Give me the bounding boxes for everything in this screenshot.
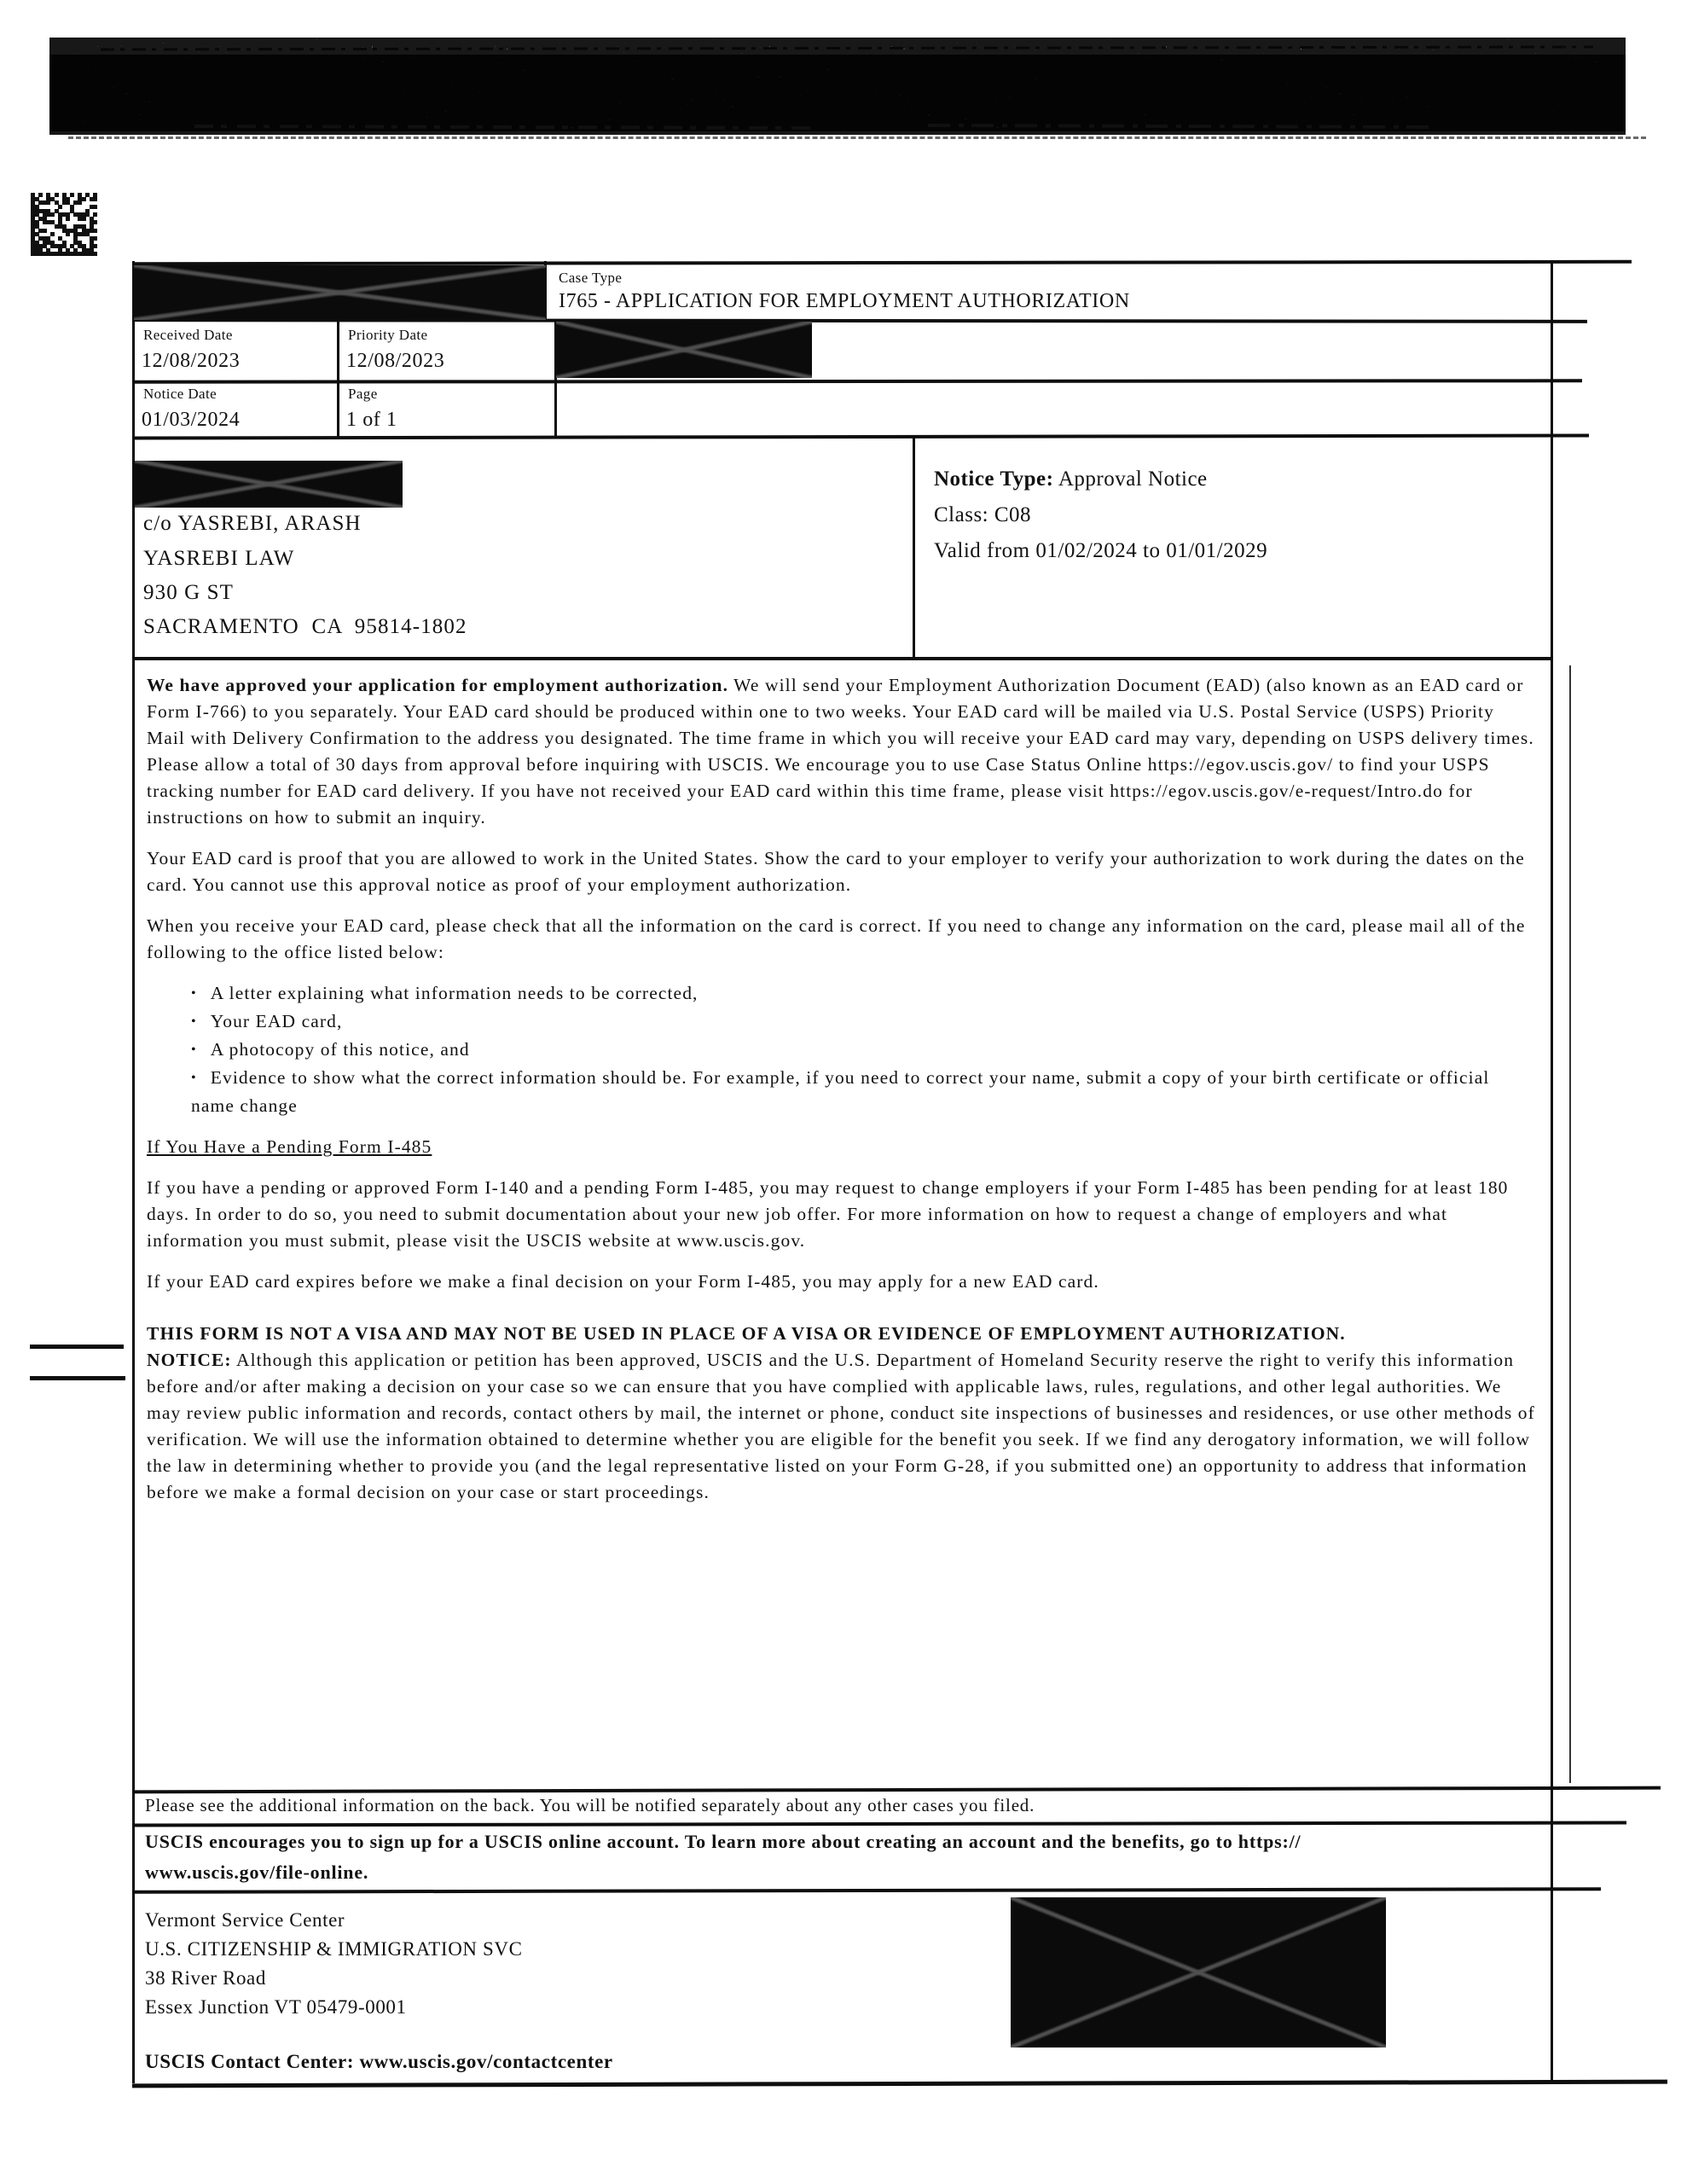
paragraph-i140-i485: If you have a pending or approved Form I-140 and a pending Form I-485, you may request to change employers if your Form I-485 has been pending for at least 180 days. In order to do so, you need to submit documentation about your new job offer. For more information on how to request a change of employers and what information you must submit, please visit the USCIS website at www.uscis.gov. [147, 1177, 1509, 1251]
not-a-visa-bold-line: THIS FORM IS NOT A VISA AND MAY NOT BE USED IN PLACE OF A VISA OR EVIDENCE OF EMPLOYMENT AUTHORIZATION. [147, 1323, 1346, 1344]
notice-date-value: 01/03/2024 [142, 409, 241, 431]
agency-line-1: DEPARTMENT OF HOMELAND SECURITY [802, 142, 1128, 155]
office-line-2: U.S. CITIZENSHIP & IMMIGRATION SVC [145, 1938, 523, 1960]
notice-type-value: Approval Notice [1058, 468, 1208, 491]
recipient-line-1: c/o YASREBI, ARASH [143, 512, 362, 535]
paragraph-approval [147, 672, 1535, 831]
online-account-line-1: USCIS encourages you to sign up for a USCIS online account. To learn more about creating an account and the benefits, go to https:// [145, 1831, 1301, 1852]
body-box-bottom-border [132, 1786, 1661, 1794]
page-value: 1 of 1 [346, 409, 397, 431]
online-account-border [132, 1887, 1601, 1894]
paragraph-notice-verification [147, 1347, 1535, 1506]
office-line-3: 38 River Road [145, 1967, 266, 1989]
notice-body [147, 672, 1535, 1520]
banner-noise-layer-2 [49, 55, 1626, 131]
recipient-line-2: YASREBI LAW [143, 547, 295, 570]
notice-verification-rest: Although this application or petition has been approved, USCIS and the U.S. Department of Homeland Security reserve the right to verify this information before and/or after making a decision on your case so we can ensure that you have complied with applicable laws, rules, regulations, and other legal authorities. We may review public information and records, contact others by mail, the internet or phone, conduct site inspections of businesses and residences, or use other methods of verification. We will use the information obtained to determine whether you are eligible for the benefit you seek. If we find any derogatory information, we will follow the law in determining whether to provide you (and the legal representative listed on your Form G-28, if you submitted one) an opportunity to address that information before we make a formal decision on your case or start proceedings. [147, 1350, 1535, 1502]
priority-date-label: Priority Date [348, 327, 428, 343]
left-border [132, 261, 135, 2083]
notice-class-line: Class: C08 [934, 503, 1032, 526]
ornate-banner [49, 38, 1626, 135]
redacted-receipt-number [134, 265, 546, 320]
margin-mark-2 [30, 1376, 125, 1380]
agency-line-2: U.S. CITIZENSHIP AND IMMIGRATION SERVICES [802, 163, 1186, 177]
back-info-row: Please see the additional information on the back. You will be notified separately about any other cases you filed. [145, 1795, 1035, 1815]
bullet-ead-card: • Your EAD card, [191, 1008, 1535, 1037]
footer-form-number [1177, 2114, 1672, 2165]
notice-date-label: Notice Date [143, 386, 217, 402]
heading-pending-i485: If You Have a Pending Form I-485 [147, 1136, 432, 1157]
table-bottom-border [132, 434, 1589, 440]
right-border [1551, 261, 1553, 2083]
notice-label-bold: NOTICE: [147, 1350, 232, 1370]
recipient-line-4: SACRAMENTO CA 95814-1802 [143, 615, 467, 638]
approval-bold-intro: We have approved your application for employment authorization. [147, 675, 729, 695]
notice-type-label: Notice Type: [934, 468, 1054, 491]
case-type-label: Case Type [559, 270, 623, 286]
received-date-value: 12/08/2023 [142, 350, 241, 372]
back-info-row-border [132, 1821, 1626, 1827]
approval-rest: We will send your Employment Authorization Document (EAD) (also known as an EAD card or Form I-766) to you separately. Your EAD card should be produced within one to two weeks. Your EAD card will be mailed via U.S. Postal Service (USPS) Priority Mail with Delivery Confirmation to the address you designated. The time frame in which you will receive your EAD card may vary, depending on USPS delivery times. Please allow a total of 30 days from approval before inquiring with USCIS. We encourage you to use Case Status Online https://egov.uscis.gov/ to find your USPS tracking number for EAD card delivery. If you have not received your EAD card within this time frame, please visit https://egov.uscis.gov/e-request/Intro.do for instructions on how to submit an inquiry. [147, 675, 1534, 828]
page-label: Page [348, 386, 378, 402]
received-date-label: Received Date [143, 327, 233, 343]
redacted-row2-field [556, 322, 812, 378]
notice-type-line [934, 468, 1208, 491]
redacted-bottom-block [1011, 1897, 1386, 2048]
margin-mark-1 [30, 1345, 124, 1349]
bullet-letter: • A letter explaining what information needs to be corrected, [191, 980, 1535, 1008]
correction-bullet-list [147, 980, 1535, 1119]
bullet-photocopy: • A photocopy of this notice, and [191, 1037, 1535, 1065]
table-row2-border [132, 379, 1582, 383]
paragraph-check-card: When you receive your EAD card, please check that all the information on the card is correct. If you need to change any information on the card, please mail all of the following to the office listed below: [147, 915, 1526, 962]
notice-valid-line: Valid from 01/02/2024 to 01/01/2029 [934, 539, 1268, 562]
form-title-row [128, 126, 1663, 205]
contact-center-line: USCIS Contact Center: www.uscis.gov/contactcenter [145, 2051, 613, 2072]
datamatrix-barcode [31, 193, 97, 256]
notice-box-divider [913, 435, 915, 659]
redacted-recipient-name [135, 461, 403, 508]
right-border-echo [1569, 665, 1571, 1783]
footer-form-number-text: Form I-797 (Rev. 01/31/05) N [1211, 2125, 1558, 2150]
bullet-evidence: • Evidence to show what the correct information should be. For example, if you need to correct your name, submit a copy of your birth certificate or official name change [191, 1065, 1535, 1119]
col1-divider [337, 319, 339, 438]
office-line-4: Essex Junction VT 05479-0001 [145, 1996, 407, 2018]
paragraph-ead-proof: Your EAD card is proof that you are allowed to work in the United States. Show the card to your employer to verify your authorization to work during the dates on the card. You cannot use this approval notice as proof of your employment authorization. [147, 848, 1525, 895]
online-account-line-2: www.uscis.gov/file-online. [145, 1862, 369, 1883]
case-type-value: I765 - APPLICATION FOR EMPLOYMENT AUTHORIZATION [559, 290, 1130, 312]
recipient-line-3: 930 G ST [143, 581, 235, 604]
form-title-text: I-797 | NOTICE OF ACTION [181, 142, 675, 178]
priority-date-value: 12/08/2023 [346, 350, 445, 372]
page-bottom-border [132, 2080, 1667, 2088]
body-box-top-border [132, 657, 1552, 660]
office-line-1: Vermont Service Center [145, 1909, 345, 1931]
paragraph-ead-expires: If your EAD card expires before we make a final decision on your Form I-485, you may apply for a new EAD card. [147, 1271, 1099, 1292]
